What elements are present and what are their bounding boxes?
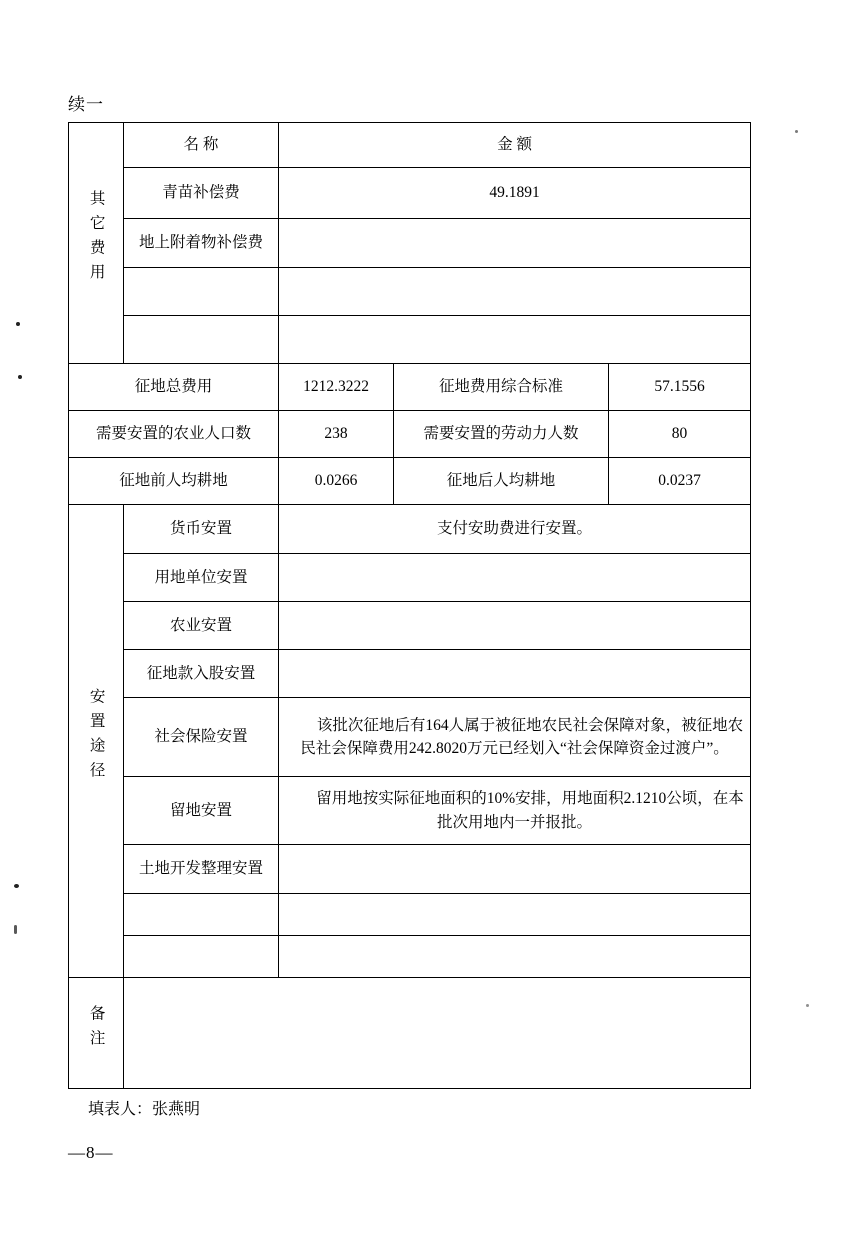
other-fee-amount: 49.1891 [279,168,751,219]
scan-speck [14,884,19,888]
resettlement-label: 土地开发整理安置 [124,845,279,894]
remarks-content [124,978,751,1089]
resettlement-group-label: 安置途径 [69,505,124,978]
table-row [69,364,751,411]
cost-standard-label: 征地费用综合标准 [394,364,609,411]
continuation-label: 续一 [68,95,104,114]
table-row [69,554,751,602]
agri-population-label: 需要安置的农业人口数 [69,411,279,458]
other-fees-header-amount: 金 额 [279,123,751,168]
other-fee-name [124,316,279,364]
table-row [69,777,751,845]
page-number: —8— [68,1143,114,1162]
table-row [69,650,751,698]
resettlement-content: 支付安助费进行安置。 [279,505,751,554]
resettlement-content [279,602,751,650]
scan-speck [806,1004,809,1007]
resettlement-label: 征地款入股安置 [124,650,279,698]
scan-speck [795,130,798,133]
other-fees-header-name: 名 称 [124,123,279,168]
resettlement-label: 货币安置 [124,505,279,554]
resettlement-label [124,936,279,978]
resettlement-content [279,936,751,978]
scan-speck [14,925,17,934]
table-row [69,978,751,1089]
resettlement-content [279,894,751,936]
table-row [69,219,751,268]
cost-standard-value: 57.1556 [609,364,751,411]
resettlement-label: 社会保险安置 [124,698,279,777]
table-row [69,505,751,554]
resettlement-content: 该批次征地后有164人属于被征地农民社会保障对象，被征地农民社会保障费用242.8020万元已经划入“社会保障资金过渡户”。 [279,698,751,777]
resettlement-label: 留地安置 [124,777,279,845]
table-row [69,845,751,894]
scan-speck [18,375,22,379]
table-row [69,936,751,978]
table-row [69,698,751,777]
resettlement-content: 留用地按实际征地面积的10%安排，用地面积2.1210公顷，在本批次用地内一并报批。 [279,777,751,845]
preparer-label: 填表人：张燕明 [88,1101,201,1118]
before-percapita-label: 征地前人均耕地 [69,458,279,505]
resettlement-label: 农业安置 [124,602,279,650]
total-cost-value: 1212.3222 [279,364,394,411]
other-fee-name: 青苗补偿费 [124,168,279,219]
table-row [69,316,751,364]
total-cost-label: 征地总费用 [69,364,279,411]
remarks-label: 备注 [69,978,124,1089]
labor-force-value: 80 [609,411,751,458]
other-fee-name: 地上附着物补偿费 [124,219,279,268]
resettlement-content [279,554,751,602]
agri-population-value: 238 [279,411,394,458]
other-fees-group-label: 其它费用 [69,123,124,364]
other-fee-amount [279,219,751,268]
table-row [69,168,751,219]
resettlement-content [279,845,751,894]
table-row [69,894,751,936]
resettlement-label [124,894,279,936]
table-row [69,123,751,168]
before-percapita-value: 0.0266 [279,458,394,505]
land-acquisition-table [68,122,751,1089]
other-fee-name [124,268,279,316]
after-percapita-label: 征地后人均耕地 [394,458,609,505]
other-fee-amount [279,316,751,364]
table-row [69,458,751,505]
table-row [69,602,751,650]
resettlement-label: 用地单位安置 [124,554,279,602]
after-percapita-value: 0.0237 [609,458,751,505]
table-row [69,411,751,458]
resettlement-content [279,650,751,698]
table-row [69,268,751,316]
scan-speck [16,322,20,326]
other-fee-amount [279,268,751,316]
labor-force-label: 需要安置的劳动力人数 [394,411,609,458]
